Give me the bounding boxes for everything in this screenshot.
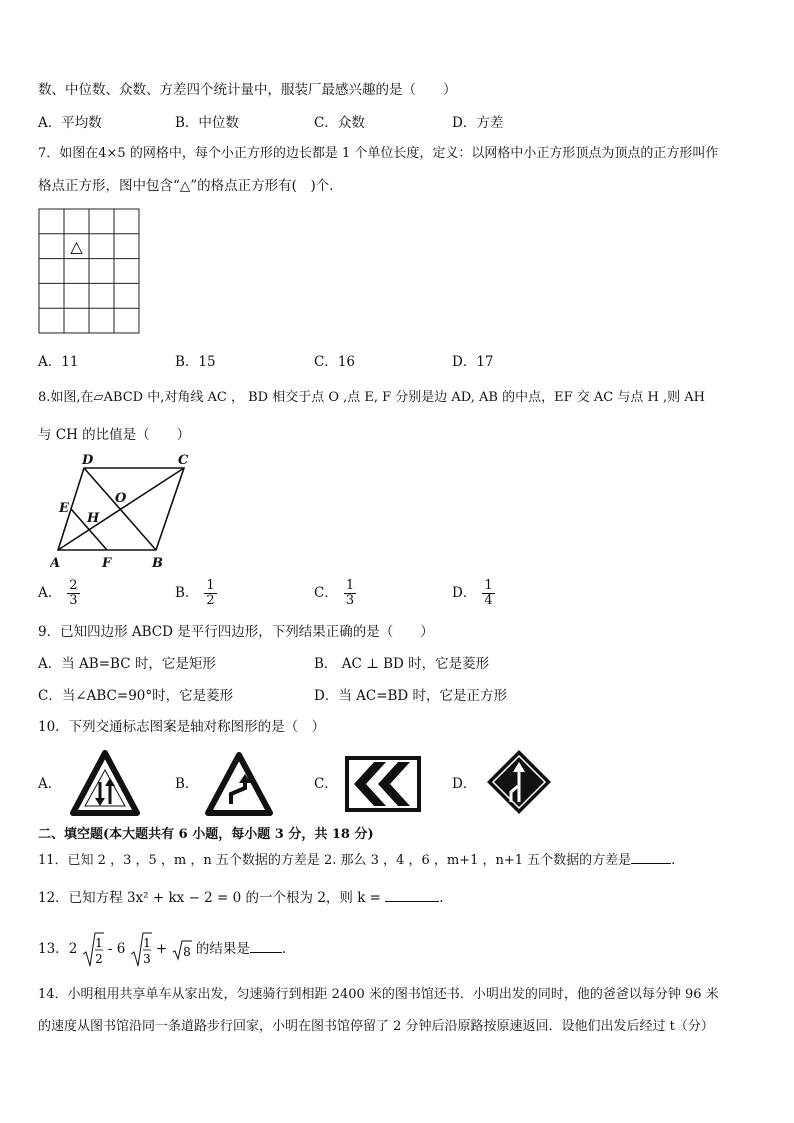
q8-label-d: D <box>82 453 94 468</box>
svg-text:8: 8 <box>182 944 191 959</box>
merge-arrow-sign-icon <box>485 748 553 816</box>
q14-line2: 的速度从图书馆沿同一条道路步行回家，小明在图书馆停留了 2 分钟后沿原路按原速返回．设他们出发后经过 t（分） <box>38 1019 714 1034</box>
q8-label-c: C <box>178 453 189 468</box>
q6-option-d: D．方差 <box>452 115 504 131</box>
q8-option-d: D． $\frac{1}{4}$ <box>452 578 493 608</box>
q9-option-d: D．当 AC=BD 时，它是正方形 <box>314 688 508 704</box>
q8-label-e: E <box>59 501 69 516</box>
svg-text:2: 2 <box>94 951 103 966</box>
section2-heading: 二、填空题(本大题共有 6 小题，每小题 3 分，共 18 分) <box>38 827 374 842</box>
q10-option-a-label: A． <box>38 776 62 792</box>
q14-line1: 14．小明租用共享单车从家出发，匀速骑行到相距 2400 米的图书馆还书．小明出发的同时，他的爸爸以每分钟 96 米 <box>38 987 719 1002</box>
q6-option-b: B．中位数 <box>175 115 239 131</box>
sqrt-eight <box>172 939 192 961</box>
q8-parallelogram-figure <box>50 452 200 572</box>
q7-option-d: D．17 <box>452 354 494 370</box>
q10-option-b-label: B． <box>175 776 199 792</box>
q9-option-c: C．当∠ABC=90°时，它是菱形 <box>38 688 234 704</box>
q8-label-h: H <box>87 511 100 526</box>
q8-option-a: A． $\frac{2}{3}$ <box>38 578 78 608</box>
q9-option-b: B． AC ⊥ BD 时，它是菱形 <box>314 656 490 672</box>
q6-option-a: A．平均数 <box>38 115 102 131</box>
svg-text:1: 1 <box>94 935 103 950</box>
q11-text: 11．已知 2 ，3 ，5 ，m ，n 五个数据的方差是 2. 那么 3 ，4 ，6 ，m+1 ，n+1 五个数据的方差是 . <box>38 853 676 868</box>
q8-stem-line2: 与 CH 的比值是（ ） <box>38 427 191 443</box>
two-way-traffic-sign-icon <box>70 750 140 816</box>
q12-text: 12．已知方程 3x² + kx − 2 = 0 的一个根为 2，则 k = . <box>38 890 444 906</box>
q7-stem-line1: 7．如图在4×5 的网格中，每个小正方形的边长都是 1 个单位长度，定义：以网格中小正方形顶点为顶点的正方形叫作 <box>38 146 719 161</box>
q6-option-c: C．众数 <box>314 115 365 131</box>
sqrt-half <box>82 930 104 970</box>
q7-stem-line2: 格点正方形，图中包含“△”的格点正方形有( )个． <box>38 178 343 194</box>
q9-option-a: A．当 AB=BC 时，它是矩形 <box>38 656 216 672</box>
svg-text:1: 1 <box>142 935 151 950</box>
sqrt-third <box>130 930 152 970</box>
q7-triangle-mark: △ <box>70 237 83 256</box>
svg-text:3: 3 <box>142 951 151 966</box>
q9-stem: 9．已知四边形 ABCD 是平行四边形，下列结果正确的是（ ） <box>38 624 434 640</box>
q6-stem: 数、中位数、众数、方差四个统计量中，服装厂最感兴趣的是（ ） <box>38 82 457 98</box>
q10-stem: 10．下列交通标志图案是轴对称图形的是（ ） <box>38 719 326 735</box>
q7-option-b: B．15 <box>175 354 216 370</box>
chevron-left-sign-icon <box>344 755 422 813</box>
q13-expression: 13．2 1 2 - 6 1 3 + 8 的结果是 . <box>38 929 286 970</box>
q8-label-b: B <box>152 556 163 571</box>
q7-option-c: C．16 <box>314 354 356 370</box>
q8-option-c: C． $\frac{1}{3}$ <box>314 578 355 608</box>
q8-label-a: A <box>50 556 61 571</box>
q10-option-d-label: D． <box>452 776 477 792</box>
q7-option-a: A．11 <box>38 354 79 370</box>
q7-grid-figure <box>38 208 140 334</box>
q10-option-c-label: C． <box>314 776 338 792</box>
q8-option-b: B． $\frac{1}{2}$ <box>175 578 215 608</box>
q8-stem-line1: 8.如图,在▱ABCD 中,对角线 AC ， BD 相交于点 O ,点 E, F 分别是边 AD, AB 的中点，EF 交 AC 与点 H ,则 AH <box>38 390 705 405</box>
q8-label-f: F <box>102 556 112 571</box>
q8-label-o: O <box>115 491 127 506</box>
reverse-bend-sign-icon <box>205 752 273 816</box>
